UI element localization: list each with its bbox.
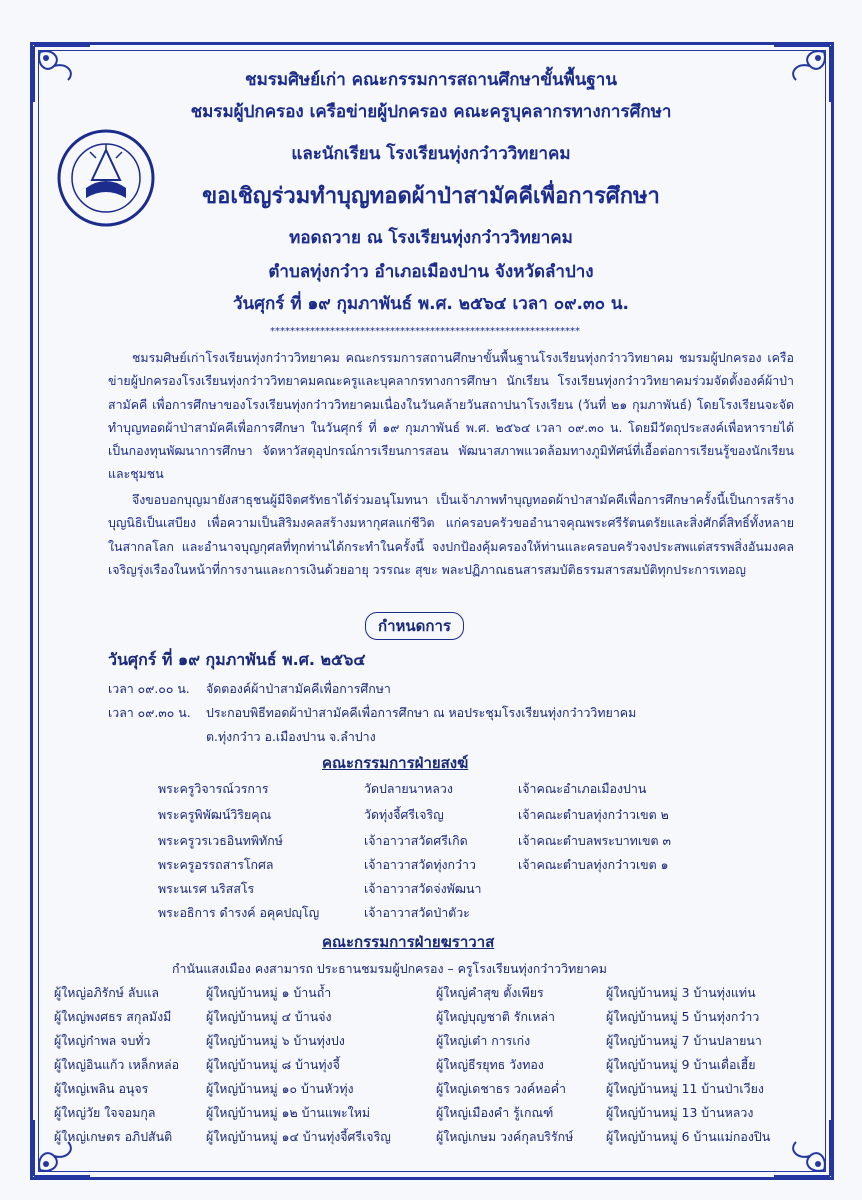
headman-village: ผู้ใหญ่บ้านหมู่ 9 บ้านเดื่อเฮี้ย [606,1057,756,1072]
headman-name: ผู้ใหญ่เต๋า การเก่ง [436,1033,531,1048]
schedule-title: กำหนดการ [365,612,464,640]
headman-name: ผู้ใหญ่อินแก้ว เหล็กหล่อ [54,1057,180,1072]
headman-name: ผู้ใหญ่วัย ใจจอมกุล [54,1105,156,1120]
headman-village: ผู้ใหญ่บ้านหมู่ 5 บ้านทุ่งกว๋าว [606,1009,760,1024]
laity-committee-title: คณะกรรมการฝ่ายฆราวาส [322,933,495,951]
header-line-1: ชมรมศิษย์เก่า คณะกรรมการสถานศึกษาขั้นพื้นฐาน [245,70,617,90]
monk-name: พระครูอรรถสารโกศล [158,857,274,872]
corner-ornament-icon [772,1118,832,1178]
headman-name: ผู้ใหญ่เพลิน อนุจร [54,1081,149,1096]
schedule-location: ต.ทุ่งกว๋าว อ.เมืองปาน จ.ลำปาง [206,729,376,744]
headman-name: ผู้ใหญ่อภิรักษ์ ลับแล [54,985,159,1000]
body-paragraph-2: จึงขอบอกบุญมายังสาธุชนผู้มีจิตศรัทธาได้ร่วมอนุโมทนา เป็นเจ้าภาพทำบุญทอดผ้าป่าสามัคคีเพื่อการศึกษาครั้งนี้เป็นการสร้างบุญนิธิเป็นเสบียง เพื่อความเป็นสิริมงคลสร้างมหากุศลแก่ชีวิต แก่ครอบครัวขออำนาจคุณพระศรีรัตนตรัยและสิ่งศักดิ์สิทธิ์ทั้งหลายในสากลโลก และอำนาจบุญกุศลที่ทุกท่านได้กระทำในครั้งนี้ จงปกป้องคุ้มครองให้ท่านและครอบครัวจงประสพแต่สรรพสิ่งอันมงคลเจริญรุ่งเรืองในหน้าที่การงานและการเงินด้วยอายุ วรรณะ สุขะ พละปฏิภาณธนสารสมบัติธรรมสารสมบัติทุกประการเทอญ [108,492,794,577]
schedule-text: ประกอบพิธีทอดผ้าป่าสามัคคีเพื่อการศึกษา ณ หอประชุมโรงเรียนทุ่งกว๋าววิทยาคม [206,705,637,720]
monk-name: พระครูวิจารณ์วรการ [158,781,269,796]
headman-village: ผู้ใหญ่บ้านหมู่ 7 บ้านปลายนา [606,1033,762,1048]
header-address: ตำบลทุ่งกว๋าว อำเภอเมืองปาน จังหวัดลำปาง [268,262,594,282]
headman-name: ผู้ใหญ่เดชาธร วงค์หอค่ำ [436,1081,566,1096]
schedule-text: จัดตองค์ผ้าป่าสามัคคีเพื่อการศึกษา [206,681,391,696]
header-line-3: และนักเรียน โรงเรียนทุ่งกว๋าววิทยาคม [291,144,571,164]
headman-village: ผู้ใหญ่บ้านหมู่ 13 บ้านหลวง [606,1105,754,1120]
headman-village: ผู้ใหญ่บ้านหมู่ ๑ บ้านถ้ำ [206,985,332,1000]
headman-village: ผู้ใหญ่บ้านหมู่ ๔ บ้านจ่ง [206,1009,332,1024]
monk-temple: วัดทุ่งจี้ศรีเจริญ [364,807,444,822]
headman-village: ผู้ใหญ่บ้านหมู่ ๑๐ บ้านหัวทุ่ง [206,1081,354,1096]
monk-temple: เจ้าอาวาสวัดทุ่งกว๋าว [364,857,476,872]
monk-temple: เจ้าอาวาสวัดศรีเกิด [364,833,468,848]
star-divider: ************************************************************** [270,326,580,337]
header-datetime: วันศุกร์ ที่ ๑๙ กุมภาพันธ์ พ.ศ. ๒๕๖๔ เวลา ๐๙.๓๐ น. [233,294,629,314]
headman-name: ผู้ใหญ่คำสุข ตั้งเพียร [436,985,544,1000]
page-title: ขอเชิญร่วมทำบุญทอดผ้าป่าสามัคคีเพื่อการศึกษา [202,184,660,209]
monk-role: เจ้าคณะตำบลพระบาทเขต ๓ [518,833,671,848]
schedule-date: วันศุกร์ ที่ ๑๙ กุมภาพันธ์ พ.ศ. ๒๕๖๔ [108,650,366,669]
headman-village: ผู้ใหญ่บ้านหมู่ ๑๔ บ้านทุ่งจี้ศรีเจริญ [206,1129,391,1144]
monk-name: พระครูพิพัฒน์วิริยคุณ [158,807,272,822]
monk-name: พระนเรศ นริสสโร [158,881,255,896]
body-paragraph-1: ชมรมศิษย์เก่าโรงเรียนทุ่งกว๋าววิทยาคม คณะกรรมการสถานศึกษาขั้นพื้นฐานโรงเรียนทุ่งกว๋าววิทยาคม ชมรมผู้ปกครอง เครือข่ายผู้ปกครองโรงเรียนทุ่งกว๋าววิทยาคมคณะครูและบุคลากรทางการศึกษา นักเรียน โรงเรียนทุ่งกว๋าววิทยาคมร่วมจัดตั้งองค์ผ้าป่าสามัคคี เพื่อการศึกษาของโรงเรียนทุ่งกว๋าววิทยาคมเนื่องในวันคล้ายวันสถาปนาโรงเรียน (วันที่ ๒๑ กุมภาพันธ์) โดยโรงเรียนจะจัดทำบุญทอดผ้าป่าสามัคคีเพื่อการศึกษา ในวันศุกร์ ที่ ๑๙ กุมภาพันธ์ พ.ศ. ๒๕๖๔ เวลา ๐๙.๓๐ น. โดยมีวัตถุประสงค์เพื่อหารายได้เป็นกองทุนพัฒนาการศึกษา จัดหาวัสดุอุปกรณ์การเรียนการสอน พัฒนาสภาพแวดล้อมทางภูมิทัศน์ที่เอื้อต่อการเรียนรู้ของนักเรียนและชุมชน [108,350,794,482]
headman-village: ผู้ใหญ่บ้านหมู่ 6 บ้านแม่กองปิน [606,1129,771,1144]
laity-lead: กำนันแสงเมือง คงสามารถ ประธานชมรมผู้ปกครอง – ครูโรงเรียนทุ่งกว๋าววิทยาคม [172,961,607,976]
monk-temple: เจ้าอาวาสวัดป่าตัวะ [364,905,470,920]
monk-name: พระครูวรเวธอินทพิทักษ์ [158,833,283,848]
monk-role: เจ้าคณะตำบลทุ่งกว๋าวเขต ๑ [518,857,669,872]
schedule-time: เวลา ๐๙.๓๐ น. [108,705,191,720]
schedule-time: เวลา ๐๙.๐๐ น. [108,681,190,696]
corner-ornament-icon [32,1118,92,1178]
headman-village: ผู้ใหญ่บ้านหมู่ ๖ บ้านทุ่งปง [206,1033,345,1048]
monk-temple: เจ้าอาวาสวัดจ่งพัฒนา [364,881,482,896]
header-venue: ทอดถวาย ณ โรงเรียนทุ่งกว๋าววิทยาคม [289,228,573,248]
headman-name: ผู้ใหญ่บุญชาติ รักเหล่า [436,1009,555,1024]
headman-name: ผู้ใหญ่เกษตร อภิปสันติ [54,1129,173,1144]
headman-name: ผู้ใหญ่พงศธร สกุลมังมี [54,1009,172,1024]
header-line-2: ชมรมผู้ปกครอง เครือข่ายผู้ปกครอง คณะครูบุคลากรทางการศึกษา [190,102,672,122]
headman-name: ผู้ใหญ่เกษม วงค์กุลบริรักษ์ [436,1129,574,1144]
monk-temple: วัดปลายนาหลวง [364,781,453,796]
monk-role: เจ้าคณะตำบลทุ่งกว๋าวเขต ๒ [518,807,669,822]
headman-village: ผู้ใหญ่บ้านหมู่ 3 บ้านทุ่งแท่น [606,985,756,1000]
headman-name: ผู้ใหญ่ก๋าพล จบทั่ว [54,1033,151,1048]
monk-name: พระอธิการ ดำรงค์ อคุคปญฺโญ [158,905,320,920]
headman-village: ผู้ใหญ่บ้านหมู่ ๘ บ้านทุ่งจี้ [206,1057,340,1072]
monk-role: เจ้าคณะอำเภอเมืองปาน [518,781,647,796]
headman-village: ผู้ใหญ่บ้านหมู่ ๑๒ บ้านแพะใหม่ [206,1105,371,1120]
headman-name: ผู้ใหญ่เมืองคำ รู้เกณฑ์ [436,1105,554,1120]
monks-committee-title: คณะกรรมการฝ่ายสงฆ์ [322,754,469,772]
headman-village: ผู้ใหญ่บ้านหมู่ 11 บ้านป่าเวียง [606,1081,764,1096]
headman-name: ผู้ใหญ่ธีรยุทธ วังทอง [436,1057,544,1072]
decorative-border-inner [38,50,826,1172]
